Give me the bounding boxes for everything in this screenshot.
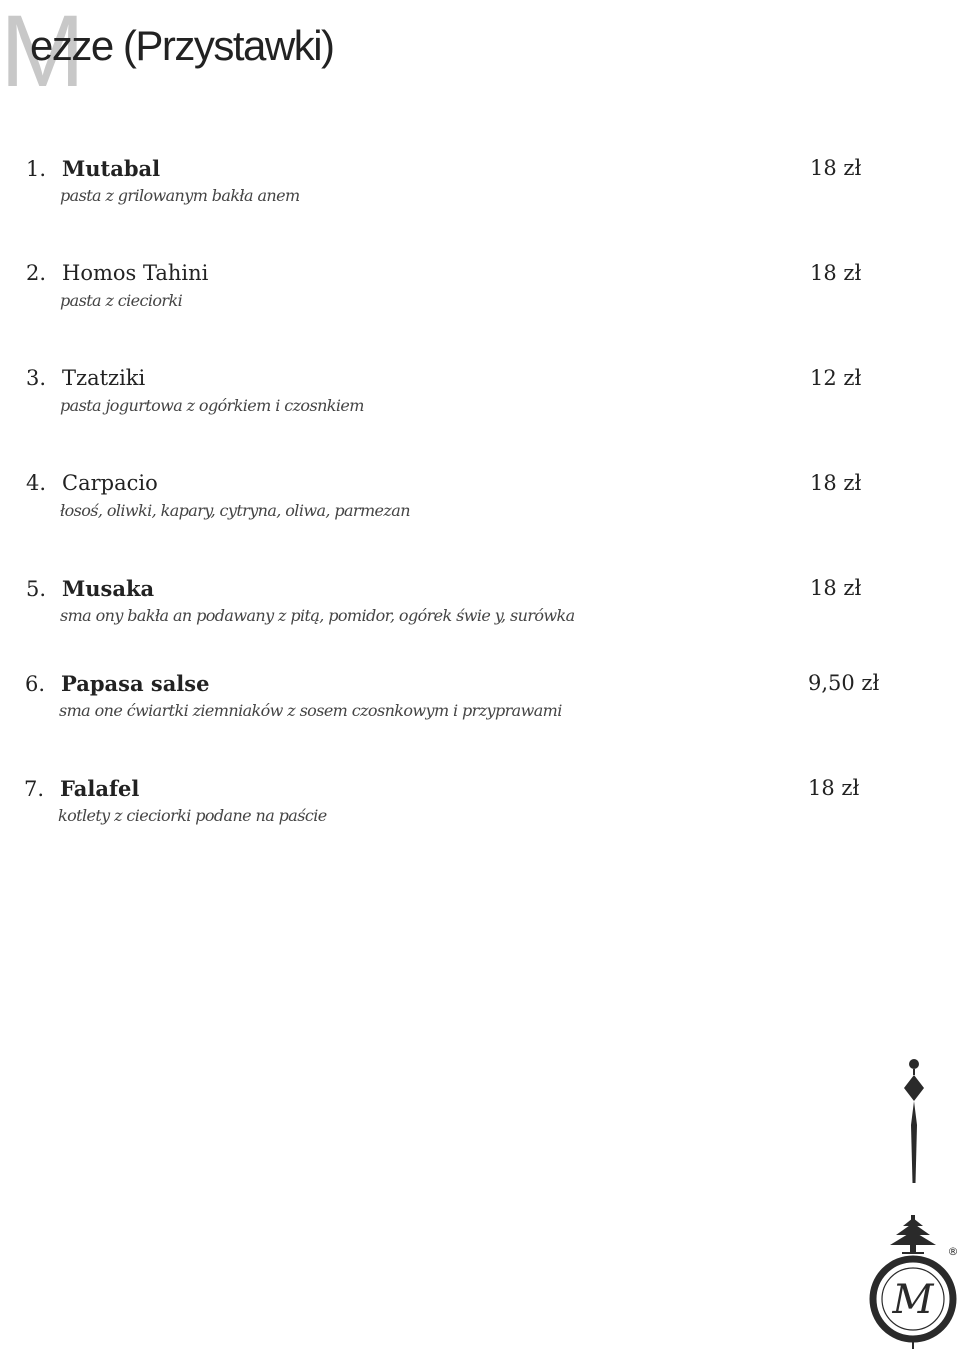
menu-item: [0, 776, 960, 846]
item-description: sma ony bakła an podawany z pitą, pomidor, ogórek świe y, surówka: [60, 606, 575, 625]
menu-item: [0, 471, 960, 541]
item-number: 1.: [26, 157, 47, 181]
item-number: 2.: [26, 261, 47, 285]
item-name: Falafel: [60, 776, 140, 801]
item-number: 3.: [26, 366, 47, 390]
item-number: 4.: [26, 471, 47, 495]
menu-item: [0, 156, 960, 226]
item-description: pasta z cieciorki: [60, 291, 183, 310]
item-name: Homos Tahini: [62, 261, 209, 285]
item-number: 5.: [26, 577, 47, 601]
item-price: 9,50 zł: [808, 671, 880, 695]
item-description: pasta z grilowanym bakła anem: [60, 186, 300, 205]
item-name: Carpacio: [62, 471, 158, 495]
page-title: [0, 0, 520, 110]
item-price: 18 zł: [810, 156, 862, 180]
menu-item: [0, 366, 960, 436]
item-price: 18 zł: [810, 576, 862, 600]
logo-monogram: M: [892, 1277, 934, 1323]
item-name: Mutabal: [62, 156, 161, 181]
item-description: pasta jogurtowa z ogórkiem i czosnkiem: [60, 396, 364, 415]
item-description: łosoś, oliwki, kapary, cytryna, oliwa, parmezan: [60, 501, 410, 520]
item-number: 6.: [25, 672, 46, 696]
restaurant-logo: [862, 1055, 960, 1351]
item-number: 7.: [24, 777, 45, 801]
registered-mark: ®: [947, 1245, 959, 1258]
menu-item: [0, 576, 960, 646]
logo-emblem-icon: [862, 1055, 960, 1351]
item-description: sma one ćwiartki ziemniaków z sosem czosnkowym i przyprawami: [59, 701, 562, 720]
item-name: Tzatziki: [62, 366, 146, 390]
item-name: Musaka: [62, 576, 155, 601]
item-price: 12 zł: [810, 366, 862, 390]
menu-item: [0, 671, 960, 741]
item-price: 18 zł: [810, 471, 862, 495]
menu-item: [0, 261, 960, 331]
title-initial: M: [0, 0, 81, 108]
title-text: ezze (Przystawki): [30, 22, 334, 69]
item-price: 18 zł: [808, 776, 860, 800]
item-name: Papasa salse: [61, 671, 210, 696]
item-price: 18 zł: [810, 261, 862, 285]
item-description: kotlety z cieciorki podane na paście: [58, 806, 327, 825]
